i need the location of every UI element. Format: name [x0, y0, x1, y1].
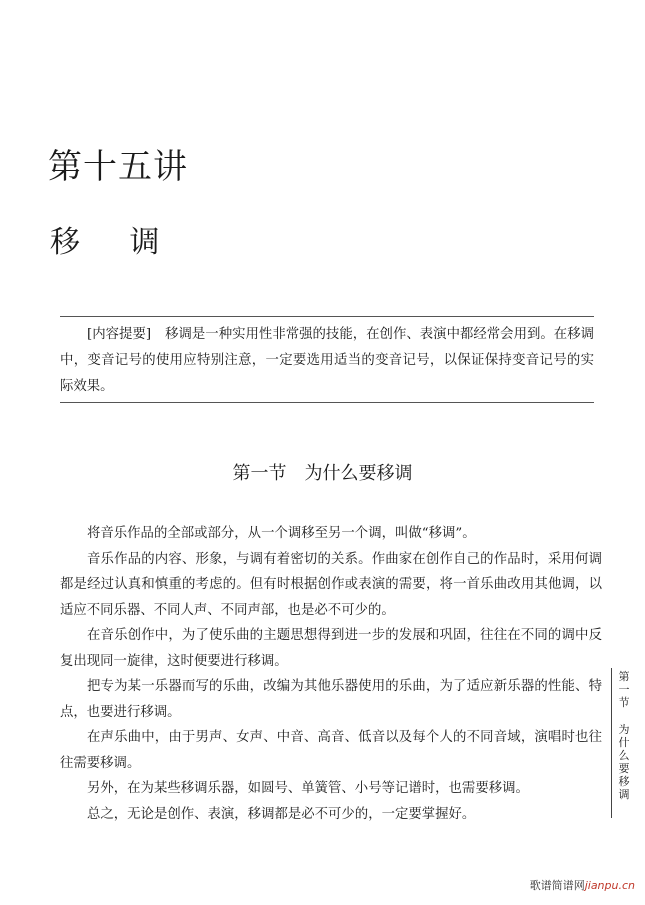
lecture-number: 第十五讲 [48, 147, 188, 187]
section-number: 第一节 [232, 463, 287, 484]
paragraph: 在音乐创作中，为了使乐曲的主题思想得到进一步的发展和巩固，往往在不同的调中反复出现同一旋律，这时便要进行移调。 [60, 628, 602, 669]
lecture-subtitle: 移 调 [50, 225, 180, 260]
watermark-url: jianpu.cn [584, 879, 635, 892]
paragraph: 将音乐作品的全部或部分，从一个调移至另一个调，叫做“移调”。 [87, 526, 476, 541]
section-heading [0, 465, 645, 483]
side-tab-section: 第一节 [618, 670, 630, 709]
section-title: 为什么要移调 [304, 463, 413, 484]
summary-text: 移调是一种实用性非常强的技能，在创作、表演中都经常会用到。在移调中，变音记号的使用应特别注意，一定要选用适当的变音记号，以保证保持变音记号的实际效果。 [60, 327, 594, 394]
paragraph: 另外，在为某些移调乐器，如圆号、单簧管、小号等记谱时，也需要移调。 [87, 781, 529, 796]
side-tab-rule [611, 668, 612, 818]
paragraph: 在声乐曲中，由于男声、女声、中音、高音、低音以及每个人的不同音域，演唱时也往往需要移调。 [60, 730, 602, 771]
summary-top-rule [60, 316, 594, 317]
summary-bottom-rule [60, 402, 594, 403]
paragraph: 把专为某一乐器而写的乐曲，改编为其他乐器使用的乐曲，为了适应新乐器的性能、特点，也要进行移调。 [60, 679, 602, 720]
watermark-site: 歌谱简谱网 [529, 879, 585, 892]
paragraph: 音乐作品的内容、形象，与调有着密切的关系。作曲家在创作自己的作品时，采用何调都是经过认真和慎重的考虑的。但有时根据创作或表演的需要，将一首乐曲改用其他调，以适应不同乐器、不同人声、不同声部，也是必不可少的。 [60, 551, 602, 618]
side-tab-title: 为什么要移调 [618, 723, 630, 801]
paragraph: 总之，无论是创作、表演，移调都是必不可少的，一定要掌握好。 [87, 806, 476, 822]
section-body [60, 521, 602, 827]
content-summary [60, 322, 594, 400]
summary-label: [内容提要] [87, 327, 152, 342]
side-tab [615, 670, 633, 801]
watermark [530, 880, 635, 891]
